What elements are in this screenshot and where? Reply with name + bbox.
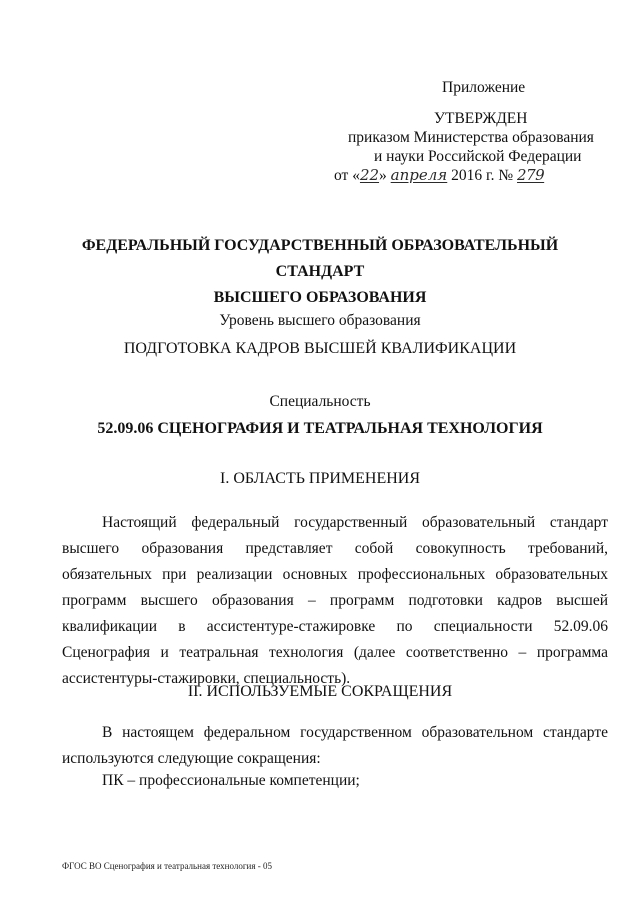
order-from-label: от « bbox=[334, 167, 360, 184]
order-line-1: приказом Министерства образования bbox=[348, 129, 594, 146]
section-1-heading: I. ОБЛАСТЬ ПРИМЕНЕНИЯ bbox=[219, 470, 421, 487]
appendix-label: Приложение bbox=[442, 79, 526, 96]
order-line-2: и науки Российской Федерации bbox=[374, 148, 582, 165]
approved-label: УТВЕРЖДЕН bbox=[434, 110, 528, 127]
section-1-paragraph: Настоящий федеральный государственный образовательный стандарт высшего образования представляет собой совокупность требований, обязательных при реализации основных профессиональных образовательных программ высшего образования – программ подготовки кадров высшей квалификации в ассистентуре-стажировке по специальности 52.09.06 Сценография и театральная технология (далее соответственно – программа ассистентуры-стажировки, специальность). bbox=[62, 514, 608, 687]
order-quote-close: » bbox=[379, 167, 387, 184]
handwritten-month: апреля bbox=[390, 166, 448, 184]
order-year-label: 2016 г. № bbox=[451, 167, 514, 184]
section-2-paragraph: В настоящем федеральном государственном образовательном стандарте используются следующие сокращения: bbox=[62, 724, 608, 767]
specialty-label: Специальность bbox=[269, 393, 371, 410]
section-2-heading: II. ИСПОЛЬЗУЕМЫЕ СОКРАЩЕНИЯ bbox=[187, 683, 453, 700]
specialty-value: 52.09.06 СЦЕНОГРАФИЯ И ТЕАТРАЛЬНАЯ ТЕХНОЛОГИЯ bbox=[97, 420, 543, 437]
education-level-value: ПОДГОТОВКА КАДРОВ ВЫСШЕЙ КВАЛИФИКАЦИИ bbox=[123, 340, 517, 357]
title-line-1: ФЕДЕРАЛЬНЫЙ ГОСУДАРСТВЕННЫЙ ОБРАЗОВАТЕЛЬНЫЙ СТАНДАРТ bbox=[81, 237, 559, 280]
document-title bbox=[40, 233, 600, 311]
education-level-label: Уровень высшего образования bbox=[219, 312, 421, 329]
handwritten-day: 22 bbox=[359, 166, 380, 184]
approval-block bbox=[330, 78, 620, 185]
handwritten-order-number: 279 bbox=[517, 166, 545, 184]
order-date-line bbox=[330, 166, 620, 185]
page-footer: ФГОС ВО Сценография и театральная технология - 05 bbox=[62, 861, 272, 871]
abbreviation-item-pk: ПК – профессиональные компетенции; bbox=[102, 772, 360, 789]
title-line-2: ВЫСШЕГО ОБРАЗОВАНИЯ bbox=[213, 289, 427, 306]
